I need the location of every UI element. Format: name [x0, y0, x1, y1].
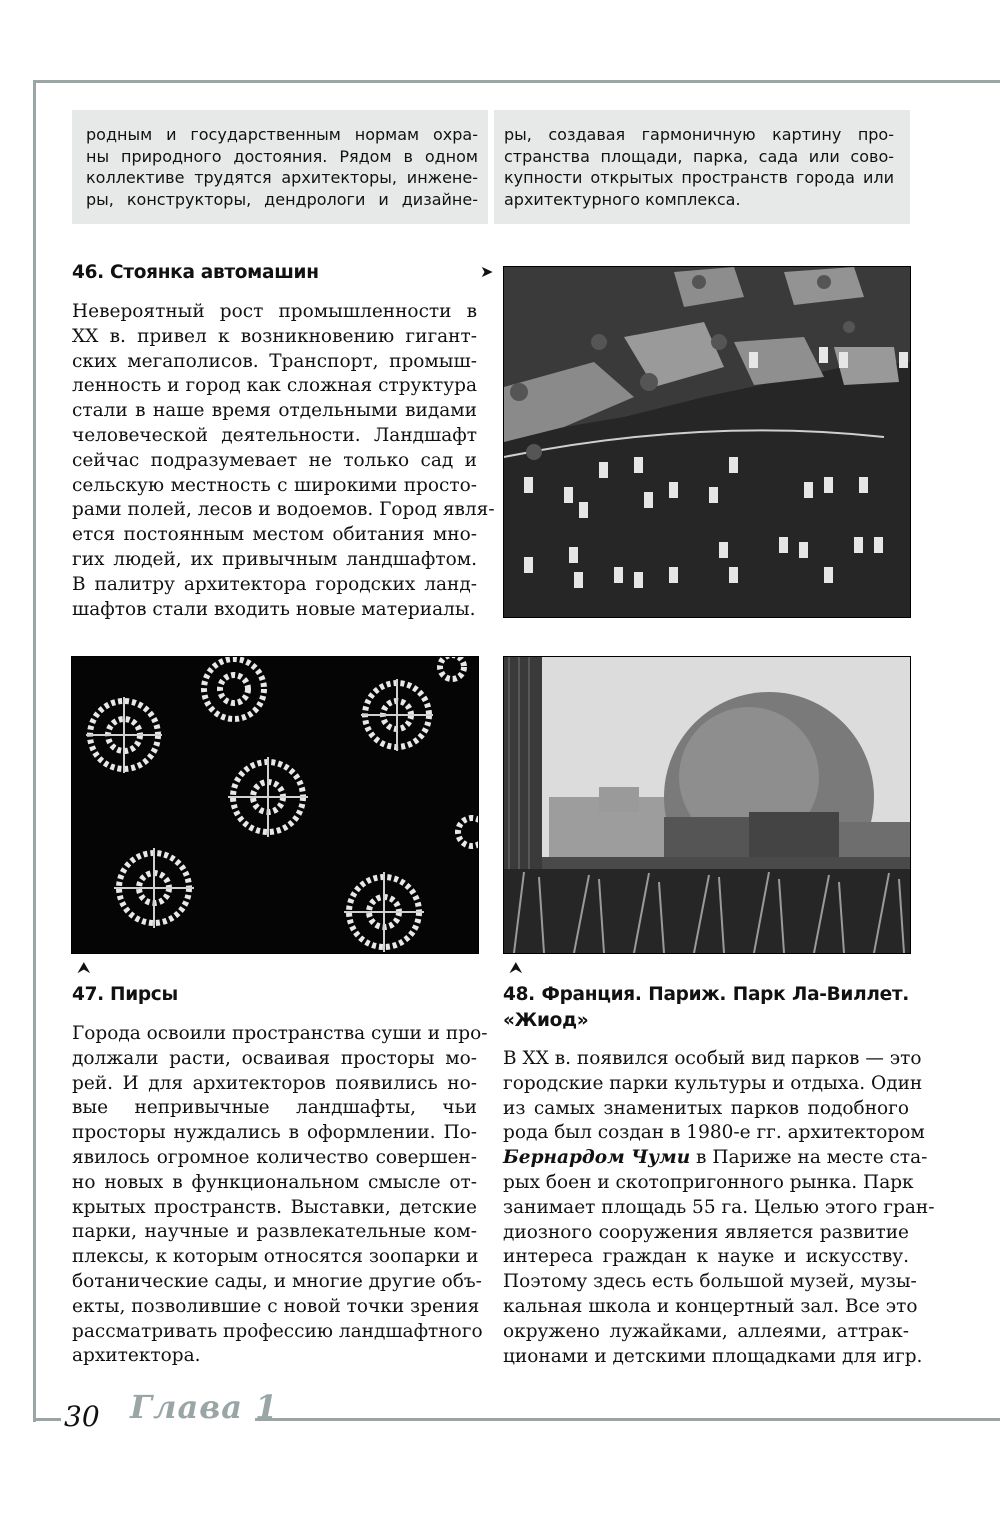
chapter-label: Глава 1: [130, 1388, 279, 1426]
text-line: шафтов стали входить новые материалы.: [72, 598, 476, 620]
box-line: архитектурного комплекса.: [504, 189, 741, 209]
text-line: рей. И для архитекторов появились но-: [72, 1072, 477, 1094]
box-line: ры, создавая гармоничную картину про-: [504, 125, 894, 144]
text-line: просторы нуждались в оформлении. По-: [72, 1122, 477, 1144]
text-line: из самых знаменитых парков подобного: [503, 1097, 909, 1119]
piers-photo: [71, 656, 479, 954]
text-line: архитектора.: [72, 1345, 201, 1367]
text-line: ленность и город как сложная структура: [72, 375, 477, 397]
section-46-heading: 46. Стоянка автомашин: [72, 262, 319, 283]
text-line: плексы, к которым относятся зоопарки и: [72, 1246, 479, 1268]
parking-lot-image: [504, 267, 910, 617]
text-line: рассматривать профессию ландшафтного: [72, 1320, 483, 1342]
box-line: странства площади, парка, сада или сово-: [504, 146, 894, 166]
text-line: рода был создан в 1980-е гг. архитектором: [503, 1122, 925, 1144]
text-line: [503, 1146, 928, 1171]
section-48-body: [503, 1047, 935, 1369]
continued-text-box-left: [72, 110, 488, 224]
piers-image: [72, 657, 478, 953]
text-line: ционами и детскими площадками для игр.: [503, 1345, 923, 1367]
section-48-heading-line1: 48. Франция. Париж. Парк Ла-Виллет.: [503, 984, 909, 1005]
box-line: ры, конструкторы, дендрологи и дизайне-: [86, 189, 478, 209]
page-frame-bottom-left: [33, 1418, 61, 1421]
text-line: занимает площадь 55 га. Целью этого гран-: [503, 1196, 935, 1218]
text-line: окружено лужайками, аллеями, аттрак-: [503, 1320, 909, 1342]
text-line: сельскую местность с широкими просто-: [72, 474, 477, 496]
text-line: сейчас подразумевает не только сад и: [72, 449, 477, 471]
text-line: ется постоянным местом обитания мно-: [72, 524, 477, 546]
text-line: должали расти, осваивая просторы мо-: [72, 1047, 477, 1069]
text-line: стали в наше время отдельными видами: [72, 400, 477, 422]
parking-lot-photo: [503, 266, 911, 618]
text-line: Поэтому здесь есть большой музей, музы-: [503, 1271, 917, 1293]
box-line: ны природного достояния. Рядом в одном: [86, 146, 478, 166]
text-line: рами полей, лесов и водоемов. Город явля-: [72, 499, 495, 521]
continued-text-box-right: [494, 110, 910, 224]
text-fragment: в Париже на месте ста-: [690, 1147, 928, 1169]
arrow-right-icon: ➤: [480, 262, 494, 281]
arrow-up-icon: ⮝: [77, 958, 91, 977]
section-46-body: [72, 300, 495, 622]
text-line: Города освоили пространства суши и про-: [72, 1023, 488, 1044]
text-line: ских мегаполисов. Транспорт, промыш-: [72, 350, 477, 372]
text-line: явилось огромное количество совершен-: [72, 1146, 477, 1168]
text-line: вые непривычные ландшафты, чьи: [72, 1097, 477, 1119]
geode-photo: [503, 656, 911, 954]
section-48-heading-line2: «Жиод»: [503, 1010, 589, 1031]
text-line: но новых в функциональном смысле от-: [72, 1171, 477, 1193]
text-line: XX в. привел к возникновению гигант-: [72, 325, 477, 347]
page-number: 30: [64, 1400, 100, 1433]
geode-image: [504, 657, 910, 953]
text-line: рых боен и скотопригонного рынка. Парк: [503, 1171, 914, 1193]
text-line: кальная школа и концертный зал. Все это: [503, 1295, 918, 1317]
page-frame-left: [33, 80, 36, 1422]
architect-name: Бернардом Чуми: [503, 1147, 691, 1169]
text-line: гих людей, их привычным ландшафтом.: [72, 548, 477, 570]
section-47-heading: 47. Пирсы: [72, 984, 178, 1005]
text-line: крытых пространств. Выставки, детские: [72, 1196, 477, 1218]
text-line: человеческой деятельности. Ландшафт: [72, 424, 477, 446]
page-frame-top: [33, 80, 1000, 83]
text-line: В палитру архитектора городских ланд-: [72, 573, 477, 595]
text-line: городские парки культуры и отдыха. Один: [503, 1072, 923, 1094]
text-line: диозного сооружения является развитие: [503, 1221, 909, 1243]
text-line: ботанические сады, и многие другие объ-: [72, 1270, 482, 1292]
arrow-up-icon: ⮝: [509, 958, 523, 977]
text-line: екты, позволившие с новой точки зрения: [72, 1295, 480, 1317]
text-line: парки, научные и развлекательные ком-: [72, 1221, 477, 1243]
box-line: родным и государственным нормам охра-: [86, 125, 478, 144]
text-line: интереса граждан к науке и искусству.: [503, 1246, 909, 1268]
page-frame-bottom: [255, 1418, 1000, 1421]
box-line: купности открытых пространств города или: [504, 168, 894, 187]
section-47-body: [72, 1022, 488, 1369]
text-line: Невероятный рост промышленности в: [72, 301, 477, 322]
box-line: коллективе трудятся архитекторы, инжене-: [86, 168, 478, 187]
text-line: В XX в. появился особый вид парков — это: [503, 1048, 922, 1069]
